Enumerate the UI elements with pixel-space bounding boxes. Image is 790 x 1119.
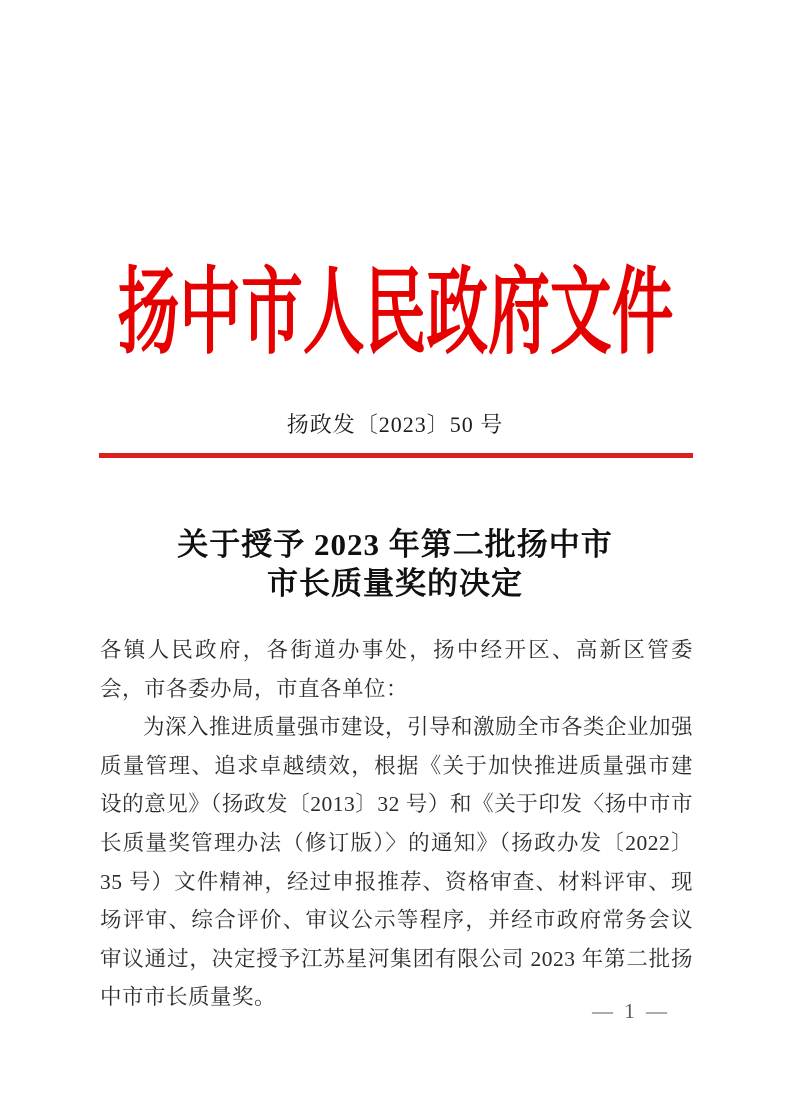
document-title-line2: 市长质量奖的决定 — [267, 566, 523, 601]
letterhead-title: 扬中市人民政府文件 — [117, 260, 673, 366]
body-paragraph: 为深入推进质量强市建设，引导和激励全市各类企业加强质量管理、追求卓越绩效，根据《关于加快推进质量强市建设的意见》（扬政发〔2013〕32 号）和《关于印发〈扬中市市长质量奖管理办法（修订版）〉的通知》（扬政办发〔2022〕35 号）文件精神，经过申报推荐、资格审查、材料评审、现场评审、综合评价、审议公示等程序，并经市政府常务会议审议通过，决定授予江苏星河集团有限公司 2023 年第二批扬中市市长质量奖。 — [100, 715, 694, 1010]
document-title-line1: 关于授予 2023 年第二批扬中市 — [177, 527, 613, 562]
letterhead — [0, 260, 790, 366]
red-divider-rule — [99, 453, 693, 458]
document-title — [0, 525, 790, 603]
salutation-paragraph: 各镇人民政府，各街道办事处，扬中经开区、高新区管委会，市各委办局，市直各单位： — [100, 638, 693, 701]
document-reference-number: 扬政发〔2023〕50 号 — [286, 412, 504, 437]
document-body — [100, 631, 693, 1017]
page-number: — 1 — — [592, 999, 670, 1023]
